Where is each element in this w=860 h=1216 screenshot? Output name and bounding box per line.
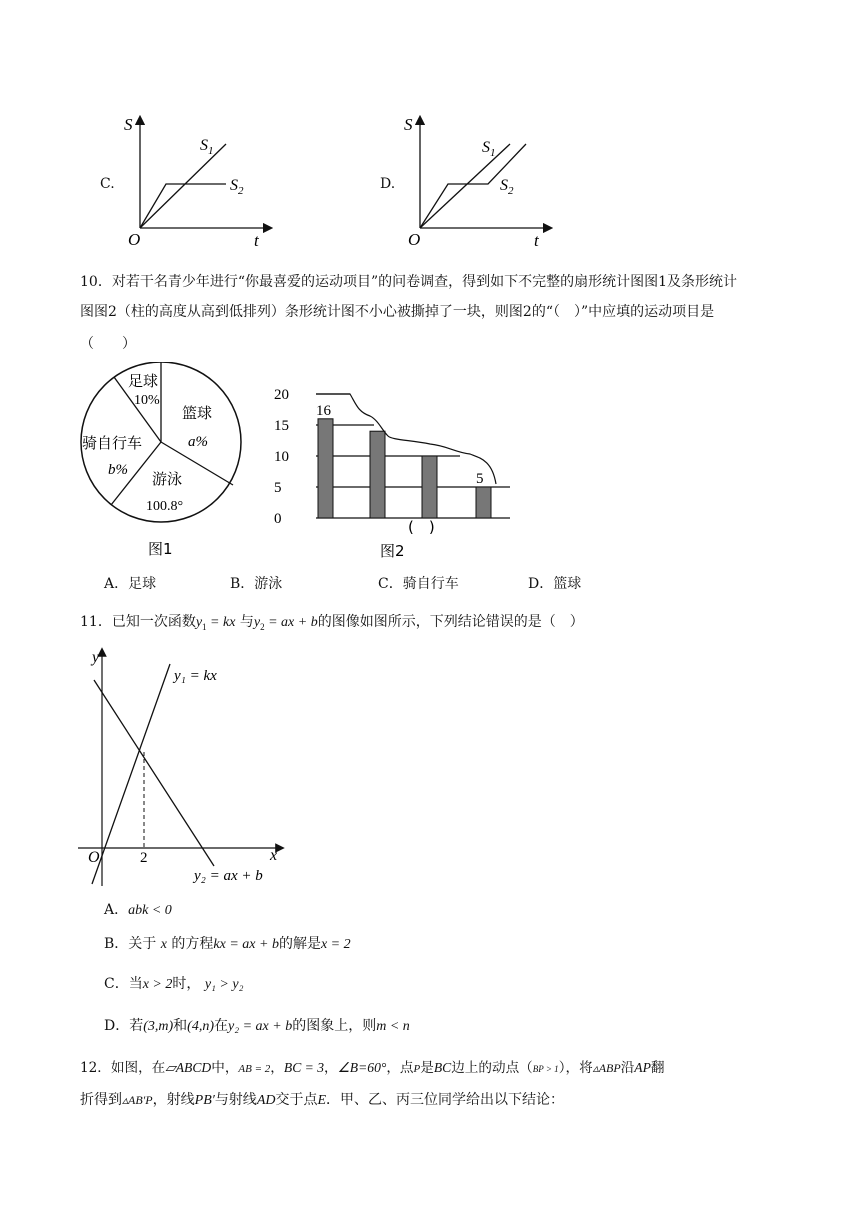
q11-option-d[interactable]: D．若(3,m)和(4,n)在y₂ = ax + b的图象上，则m < n — [104, 1018, 410, 1034]
origin-label: O — [128, 230, 141, 249]
q10-option-d[interactable]: D．篮球 — [528, 576, 582, 592]
pie-label-basketball-pct: a% — [188, 434, 208, 450]
s2-line — [140, 184, 226, 228]
y-tick-0: 0 — [274, 511, 282, 527]
t-axis-label: t — [254, 231, 259, 250]
s2-label: $S_2$ — [500, 177, 514, 197]
q10-stem-line1: 10．对若干名青少年进行“你最喜爱的运动项目”的问卷调查，得到如下不完整的扇形统计图图1及条形统计 — [80, 274, 738, 290]
origin-label: O — [408, 230, 421, 249]
fig1-caption: 图1 — [148, 540, 173, 558]
q10-stem-line3: （ ） — [80, 336, 136, 352]
q10-stem-line2: 图图2（柱的高度从高到低排列）条形统计图不小心被撕掉了一块，则图2的“（ ）”中应填的运动项目是 — [80, 304, 715, 320]
q10-option-c[interactable]: C．骑自行车 — [378, 576, 459, 592]
q11-option-b[interactable]: B．关于 x 的方程kx = ax + b的解是x = 2 — [104, 936, 351, 952]
bar-2 — [370, 431, 385, 518]
q11-stem: 11．已知一次函数$y_1$ = kx 与$y_2$ = ax + b的图像如图所示，下列结论错误的是（ ） — [80, 614, 584, 632]
q10-option-b[interactable]: B．游泳 — [230, 576, 283, 592]
q10-option-a[interactable]: A．足球 — [104, 576, 157, 592]
fig2-caption: 图2 — [380, 542, 405, 560]
option-d-label: D. — [380, 176, 396, 192]
y-tick-10: 10 — [274, 449, 289, 465]
pie-label-cycling-pct: b% — [108, 462, 128, 478]
pie-label-swimming-deg: 100.8° — [146, 499, 184, 514]
q12-stem-line2: 折得到▵AB′P，射线PB′与射线AD交于点E．甲、乙、丙三位同学给出以下结论： — [80, 1092, 565, 1108]
q12-stem-line1: 12．如图，在▱ABCD中，AB = 2，BC = 3，∠B=60°，点P是BC边上的动点（BP > 1），将▵ABP沿AP翻 — [80, 1060, 665, 1076]
linear-function-graph — [78, 644, 288, 890]
pie-label-basketball: 篮球 — [182, 404, 213, 422]
torn-edge — [316, 394, 496, 484]
s-axis-label: S — [124, 115, 133, 134]
bar-data-label-1: 16 — [316, 402, 331, 419]
graph-option-c — [118, 112, 278, 252]
y-tick-5: 5 — [274, 480, 282, 496]
x-tick-2: 2 — [140, 850, 148, 866]
y-axis-label: y — [92, 649, 100, 666]
s1-label: $S_1$ — [200, 137, 214, 157]
bar-data-label-4: 5 — [476, 471, 484, 487]
option-c-label: C. — [100, 176, 115, 192]
s-axis-label: S — [404, 115, 413, 134]
s2-label: $S_2$ — [230, 177, 244, 197]
pie-label-swimming: 游泳 — [152, 470, 183, 488]
x-axis-label: x — [270, 847, 278, 864]
bar-chart-fig2 — [270, 380, 520, 562]
q11-option-c[interactable]: C．当x > 2时， y₁ > y₂ — [104, 976, 244, 992]
pie-chart-fig1 — [78, 362, 248, 562]
s1-line — [420, 144, 510, 228]
line2-label: y₂ = ax + b — [194, 868, 263, 884]
bar-3 — [422, 456, 437, 518]
line1-label: y₁ = kx — [174, 668, 217, 684]
graph-option-d — [398, 112, 558, 252]
bar-4 — [476, 487, 491, 518]
t-axis-label: t — [534, 231, 539, 250]
bar-blank-category: ( ) — [408, 518, 435, 536]
s1-label: $S_1$ — [482, 139, 496, 159]
bar-1 — [318, 419, 333, 518]
y-tick-20: 20 — [274, 387, 289, 403]
pie-label-football: 足球 — [128, 372, 159, 390]
origin-label: O — [88, 849, 100, 866]
q11-option-a[interactable]: A．abk < 0 — [104, 902, 172, 918]
pie-label-cycling: 骑自行车 — [82, 434, 143, 452]
line-y1-kx — [92, 664, 170, 884]
pie-label-football-pct: 10% — [134, 393, 160, 408]
y-tick-15: 15 — [274, 418, 289, 434]
